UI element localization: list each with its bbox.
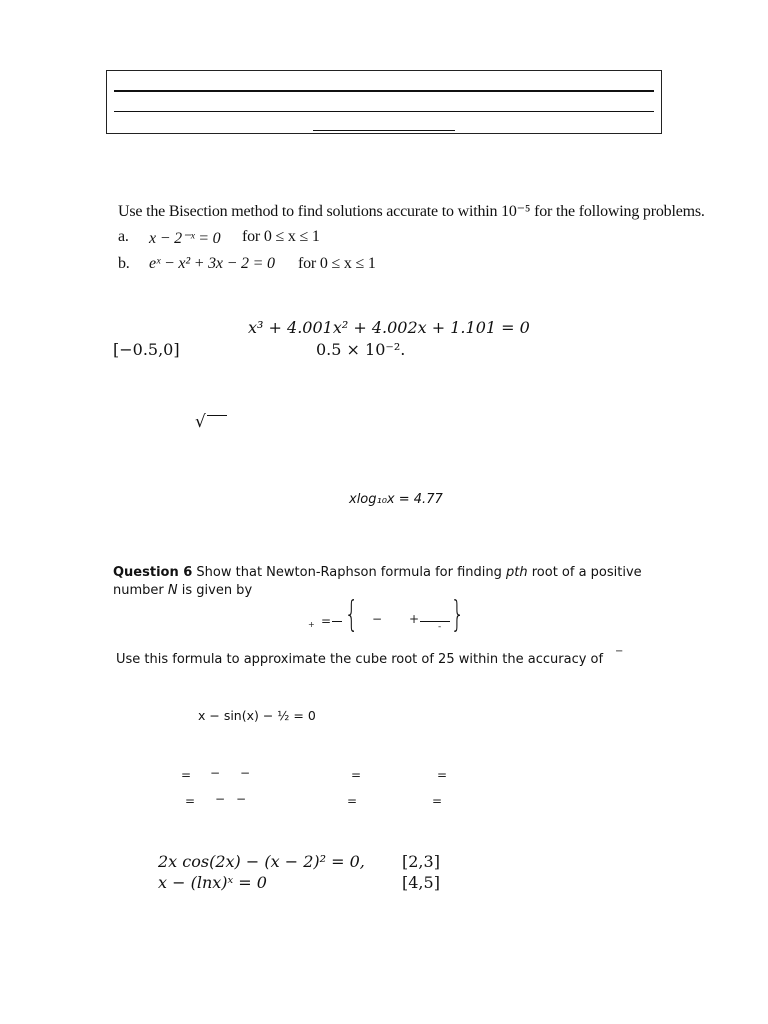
fragment-row1-minus1: − xyxy=(210,766,221,780)
bisection-item-b-range: for 0 ≤ x ≤ 1 xyxy=(298,255,376,272)
question6-label: Question 6 xyxy=(113,565,193,580)
nr-left-brace: { xyxy=(344,594,359,635)
question6-text4: is given by xyxy=(177,583,253,598)
question6-text2: root of a positive xyxy=(527,565,642,580)
bisection-item-a-equation: x − 2⁻ˣ = 0 xyxy=(149,230,221,247)
fragment-row1-eq1: = xyxy=(181,768,192,782)
bisection-item-b-equation: eˣ − x² + 3x − 2 = 0 xyxy=(149,255,275,272)
sqrt-glyph: √ xyxy=(195,412,206,432)
header-rule-3 xyxy=(313,130,455,131)
fragment-row2-eq3: = xyxy=(432,794,443,808)
question6-usage-trailing: − xyxy=(615,646,624,657)
fragment-row1-eq3: = xyxy=(437,768,448,782)
nr-dash: - xyxy=(438,622,442,632)
bisection-item-a-label: a. xyxy=(118,228,129,245)
nr-formula xyxy=(306,594,466,644)
nr-minus: − xyxy=(372,612,383,626)
bisection-item-b-label: b. xyxy=(118,255,130,272)
final-equation-1: 2x cos(2x) − (x − 2)² = 0, xyxy=(158,852,365,871)
question6-line2 xyxy=(113,583,252,598)
fragment-row1-minus2: − xyxy=(240,766,251,780)
question6-text1: Show that Newton-Raphson formula for finding xyxy=(192,565,506,580)
nr-right-brace: } xyxy=(450,594,465,635)
bisection-item-a-range: for 0 ≤ x ≤ 1 xyxy=(242,228,320,245)
header-box xyxy=(106,70,662,134)
header-rule-2 xyxy=(114,111,654,112)
header-rule-1 xyxy=(114,90,654,92)
question6-pth: pth xyxy=(506,565,528,580)
sqrt-symbol xyxy=(195,412,227,432)
sin-equation: x − sin(x) − ½ = 0 xyxy=(198,708,316,723)
nr-equals: = xyxy=(321,614,332,628)
nr-plus-sub: + xyxy=(308,620,315,629)
fragment-row2-minus2: − xyxy=(236,792,247,806)
nr-fraction-line-2 xyxy=(420,621,450,622)
question6-line1 xyxy=(113,565,642,580)
cubic-interval: [−0.5,0] xyxy=(113,340,180,359)
fragment-row2-minus1: − xyxy=(215,792,226,806)
sqrt-overbar xyxy=(207,415,227,416)
final-interval-1: [2,3] xyxy=(402,852,440,871)
nr-plus: + xyxy=(409,612,420,626)
log-equation: xlog₁₀x = 4.77 xyxy=(349,492,443,507)
question6-text3: number xyxy=(113,583,168,598)
fragment-row2-eq2: = xyxy=(347,794,358,808)
cubic-equation: x³ + 4.001x² + 4.002x + 1.101 = 0 xyxy=(248,318,530,337)
bisection-instruction: Use the Bisection method to find solutions accurate to within 10⁻⁵ for the following problems. xyxy=(118,203,705,220)
cubic-tolerance: 0.5 × 10⁻². xyxy=(316,340,406,359)
nr-fraction-line-1 xyxy=(332,621,342,622)
question6-N: N xyxy=(167,583,178,598)
final-interval-2: [4,5] xyxy=(402,873,440,892)
final-equation-2: x − (lnx)ˣ = 0 xyxy=(158,873,267,892)
question6-usage: Use this formula to approximate the cube root of 25 within the accuracy of xyxy=(116,652,604,667)
fragment-row1-eq2: = xyxy=(351,768,362,782)
fragment-row2-eq1: = xyxy=(185,794,196,808)
